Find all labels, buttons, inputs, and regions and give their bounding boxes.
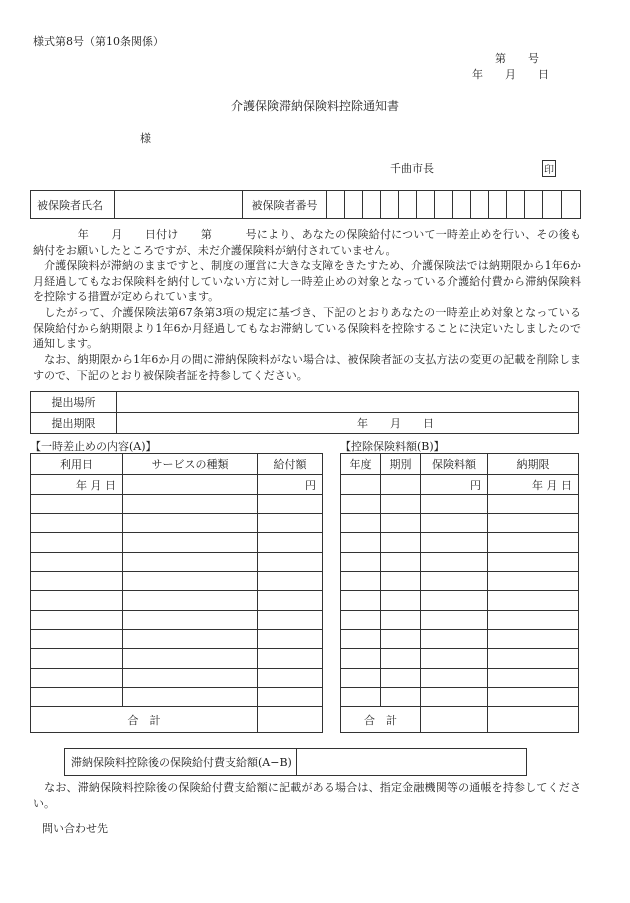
service-type-cell[interactable]	[123, 533, 258, 552]
insured-number-digit[interactable]	[507, 191, 525, 219]
insured-name-label: 被保険者氏名	[31, 191, 115, 219]
addressee-suffix: 様	[140, 132, 151, 145]
insured-number-digit[interactable]	[381, 191, 399, 219]
premium-amount-cell[interactable]	[421, 610, 488, 629]
insured-number-digit[interactable]	[453, 191, 471, 219]
deduction-table	[340, 453, 579, 733]
usage-date-cell[interactable]	[31, 514, 123, 533]
usage-date-cell[interactable]	[31, 649, 123, 668]
column-header: 利用日	[31, 454, 123, 475]
submission-deadline-field[interactable]: 年 月 日	[117, 413, 579, 434]
period-cell[interactable]	[381, 687, 421, 706]
column-header: 給付額	[258, 454, 323, 475]
premium-amount-cell[interactable]: 円	[421, 475, 488, 494]
usage-date-cell[interactable]	[31, 629, 123, 648]
payment-amount-label: 滞納保険料控除後の保険給付費支給額(A−B)	[65, 749, 297, 776]
period-cell[interactable]	[381, 668, 421, 687]
benefit-amount-cell[interactable]	[258, 610, 323, 629]
premium-amount-cell[interactable]	[421, 687, 488, 706]
premium-amount-cell[interactable]	[421, 668, 488, 687]
period-cell[interactable]	[381, 475, 421, 494]
service-type-cell[interactable]	[123, 514, 258, 533]
fiscal-year-cell[interactable]	[341, 610, 381, 629]
premium-amount-cell[interactable]	[421, 552, 488, 571]
insured-number-digit[interactable]	[562, 191, 581, 219]
usage-date-cell[interactable]	[31, 552, 123, 571]
total-due-date-blank	[488, 707, 579, 733]
due-date-cell[interactable]	[488, 514, 579, 533]
total-benefit-amount[interactable]	[258, 707, 323, 733]
service-type-cell[interactable]	[123, 649, 258, 668]
insured-number-digit[interactable]	[471, 191, 489, 219]
fiscal-year-cell[interactable]	[341, 649, 381, 668]
period-cell[interactable]	[381, 629, 421, 648]
usage-date-cell[interactable]	[31, 687, 123, 706]
benefit-amount-cell[interactable]	[258, 591, 323, 610]
column-header: 保険料額	[421, 454, 488, 475]
period-cell[interactable]	[381, 572, 421, 591]
payment-amount-field[interactable]	[297, 749, 527, 776]
benefit-amount-cell[interactable]	[258, 668, 323, 687]
total-label: 合 計	[31, 707, 258, 733]
service-type-cell[interactable]	[123, 591, 258, 610]
form-number: 様式第8号（第10条関係）	[33, 35, 164, 48]
table-b-title: 【控除保険料額(B)】	[340, 440, 445, 453]
due-date-cell[interactable]	[488, 533, 579, 552]
benefit-amount-cell[interactable]	[258, 572, 323, 591]
fiscal-year-cell[interactable]	[341, 572, 381, 591]
period-cell[interactable]	[381, 610, 421, 629]
inquiry-label: 問い合わせ先	[42, 822, 108, 835]
benefit-amount-cell[interactable]	[258, 533, 323, 552]
benefit-amount-cell[interactable]	[258, 629, 323, 648]
column-header: 納期限	[488, 454, 579, 475]
column-header: サービスの種類	[123, 454, 258, 475]
benefit-amount-cell[interactable]	[258, 514, 323, 533]
paragraph-1: 年 月 日付け 第 号により、あなたの保険給付について一時差止めを行い、その後も納付をお願いしたところですが、未だ介護保険料が納付されていません。	[33, 228, 581, 257]
service-type-cell[interactable]	[123, 494, 258, 513]
service-type-cell[interactable]	[123, 475, 258, 494]
service-type-cell[interactable]	[123, 610, 258, 629]
usage-date-cell[interactable]	[31, 591, 123, 610]
due-date-cell[interactable]	[488, 687, 579, 706]
total-label: 合 計	[341, 707, 421, 733]
document-number: 第 号	[495, 52, 539, 65]
usage-date-cell[interactable]	[31, 494, 123, 513]
usage-date-cell[interactable]	[31, 610, 123, 629]
document-title: 介護保険滞納保険料控除通知書	[230, 99, 399, 113]
service-type-cell[interactable]	[123, 687, 258, 706]
insured-number-digit[interactable]	[363, 191, 381, 219]
insured-info-table	[30, 190, 581, 219]
fiscal-year-cell[interactable]	[341, 687, 381, 706]
submission-place-label: 提出場所	[31, 392, 117, 413]
due-date-cell[interactable]: 年 月 日	[488, 475, 579, 494]
period-cell[interactable]	[381, 514, 421, 533]
column-header: 年度	[341, 454, 381, 475]
period-cell[interactable]	[381, 649, 421, 668]
fiscal-year-cell[interactable]	[341, 514, 381, 533]
insured-number-digit[interactable]	[489, 191, 507, 219]
insured-number-digit[interactable]	[327, 191, 345, 219]
insured-number-digit[interactable]	[543, 191, 562, 219]
total-premium-amount[interactable]	[421, 707, 488, 733]
benefit-amount-cell[interactable]: 円	[258, 475, 323, 494]
submission-deadline-label: 提出期限	[31, 413, 117, 434]
service-type-cell[interactable]	[123, 668, 258, 687]
period-cell[interactable]	[381, 591, 421, 610]
closing-note: なお、滞納保険料控除後の保険給付費支給額に記載がある場合は、指定金融機関等の通帳を持参してください。	[33, 781, 581, 810]
due-date-cell[interactable]	[488, 572, 579, 591]
fiscal-year-cell[interactable]	[341, 668, 381, 687]
payment-amount-table	[64, 748, 527, 776]
insured-number-digit[interactable]	[435, 191, 453, 219]
service-type-cell[interactable]	[123, 552, 258, 571]
suspension-table	[30, 453, 323, 733]
benefit-amount-cell[interactable]	[258, 552, 323, 571]
due-date-cell[interactable]	[488, 649, 579, 668]
issuer-name: 千曲市長	[390, 162, 434, 175]
premium-amount-cell[interactable]	[421, 514, 488, 533]
insured-number-digit[interactable]	[417, 191, 435, 219]
usage-date-cell[interactable]	[31, 533, 123, 552]
premium-amount-cell[interactable]	[421, 629, 488, 648]
insured-name-field[interactable]	[115, 191, 243, 219]
fiscal-year-cell[interactable]	[341, 533, 381, 552]
submission-place-field[interactable]	[117, 392, 579, 413]
fiscal-year-cell[interactable]	[341, 552, 381, 571]
insured-number-digit[interactable]	[345, 191, 363, 219]
usage-date-cell[interactable]	[31, 668, 123, 687]
service-type-cell[interactable]	[123, 629, 258, 648]
due-date-cell[interactable]	[488, 610, 579, 629]
period-cell[interactable]	[381, 552, 421, 571]
insured-number-label: 被保険者番号	[243, 191, 327, 219]
submission-table	[30, 391, 579, 434]
benefit-amount-cell[interactable]	[258, 687, 323, 706]
premium-amount-cell[interactable]	[421, 649, 488, 668]
fiscal-year-cell[interactable]	[341, 475, 381, 494]
benefit-amount-cell[interactable]	[258, 649, 323, 668]
issue-date: 年 月 日	[472, 68, 549, 81]
usage-date-cell[interactable]	[31, 572, 123, 591]
premium-amount-cell[interactable]	[421, 533, 488, 552]
fiscal-year-cell[interactable]	[341, 591, 381, 610]
table-a-title: 【一時差止めの内容(A)】	[30, 440, 157, 453]
column-header: 期別	[381, 454, 421, 475]
insured-number-digit[interactable]	[525, 191, 543, 219]
due-date-cell[interactable]	[488, 591, 579, 610]
due-date-cell[interactable]	[488, 629, 579, 648]
benefit-amount-cell[interactable]	[258, 494, 323, 513]
period-cell[interactable]	[381, 494, 421, 513]
period-cell[interactable]	[381, 533, 421, 552]
seal-mark: 印	[542, 160, 556, 177]
paragraph-3: したがって、介護保険法第67条第3項の規定に基づき、下記のとおりあなたの一時差止め対象となっている保険給付から納期限より1年6か月経過してもなお滞納している保険料を控除することに決定いたしましたので通知します。	[33, 306, 581, 350]
premium-amount-cell[interactable]	[421, 591, 488, 610]
premium-amount-cell[interactable]	[421, 494, 488, 513]
paragraph-4: なお、納期限から1年6か月の間に滞納保険料がない場合は、被保険者証の支払方法の変更の記載を削除しますので、下記のとおり被保険者証を持参してください。	[33, 353, 581, 382]
due-date-cell[interactable]	[488, 668, 579, 687]
premium-amount-cell[interactable]	[421, 572, 488, 591]
due-date-cell[interactable]	[488, 552, 579, 571]
service-type-cell[interactable]	[123, 572, 258, 591]
fiscal-year-cell[interactable]	[341, 629, 381, 648]
usage-date-cell[interactable]: 年 月 日	[31, 475, 123, 494]
due-date-cell[interactable]	[488, 494, 579, 513]
fiscal-year-cell[interactable]	[341, 494, 381, 513]
insured-number-digit[interactable]	[399, 191, 417, 219]
paragraph-2: 介護保険料が滞納のままですと、制度の運営に大きな支障をきたすため、介護保険法では納期限から1年6か月経過してもなお保険料を納付していない方に対し一時差止めの対象となっている介護給付費から滞納保険料を控除する措置が定められています。	[33, 259, 581, 303]
